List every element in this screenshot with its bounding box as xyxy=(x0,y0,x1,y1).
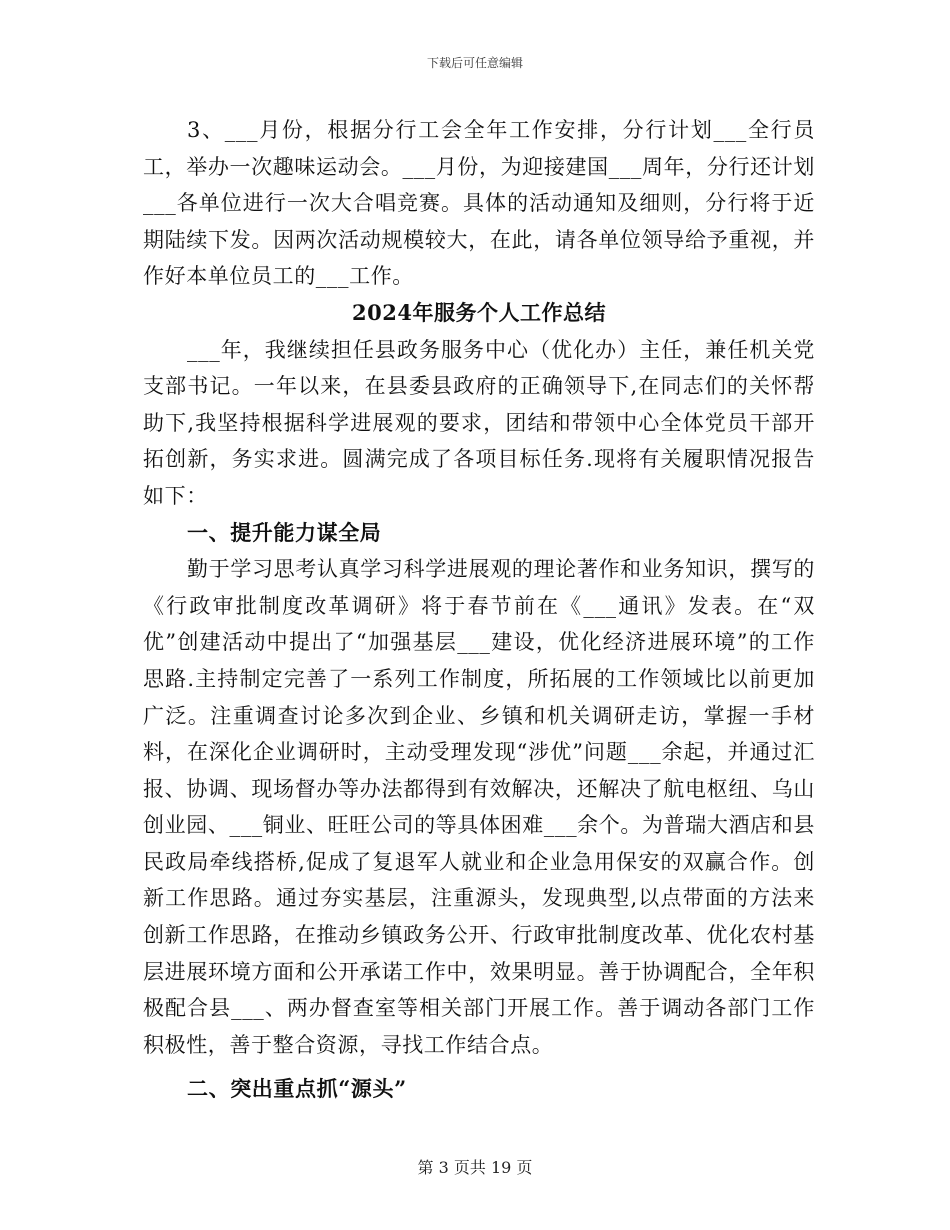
page-number: 第 3 页共 19 页 xyxy=(417,1158,533,1177)
opening-paragraph: ___年，我继续担任县政务服务中心（优化办）主任，兼任机关党支部书记。一年以来，在县委县政府的正确领导下,在同志们的关怀帮助下,我坚持根据科学进展观的要求，团结和带领中心全体党员干部开拓创新，务实求进。圆满完成了各项目标任务.现将有关履职情况报告如下： xyxy=(143,337,815,508)
section-paragraph-1: 勤于学习思考认真学习科学进展观的理论著作和业务知识，撰写的《行政审批制度改革调研》将于春节前在《___通讯》发表。在“双优”创建活动中提出了“加强基层___建设，优化经济进展环境”的工作思路.主持制定完善了一系列工作制度，所拓展的工作领域比以前更加广泛。注重调查讨论多次到企业、乡镇和机关调研走访，掌握一手材料，在深化企业调研时，主动受理发现“涉优”问题___余起，并通过汇报、协调、现场督办等办法都得到有效解决，还解决了航电枢纽、乌山创业园、___铜业、旺旺公司的等具体困难___余个。为普瑞大酒店和县民政局牵线搭桥,促成了复退军人就业和企业急用保安的双赢合作。创新工作思路。通过夯实基层，注重源头，发现典型,以点带面的方法来创新工作思路，在推动乡镇政务公开、行政审批制度改革、优化农村基层进展环境方面和公开承诺工作中，效果明显。善于协调配合，全年积极配合县___、两办督查室等相关部门开展工作。善于调动各部门工作积极性，善于整合资源，寻找工作结合点。 xyxy=(143,557,815,1057)
intro-paragraph: 3、___月份，根据分行工会全年工作安排，分行计划___全行员工，举办一次趣味运动会。___月份，为迎接建国___周年，分行还计划___各单位进行一次大合唱竞赛。具体的活动通知及细则，分行将于近期陆续下发。因两次活动规模较大，在此，请各单位领导给予重视，并作好本单位员工的___工作。 xyxy=(143,118,815,289)
section-heading-2: 二、突出重点抓“源头” xyxy=(187,1076,407,1102)
document-body xyxy=(143,112,815,1108)
document-title: 2024年服务个人工作总结 xyxy=(352,299,606,325)
page-header: 下载后可任意编辑 xyxy=(426,56,523,70)
section-heading-1: 一、提升能力谋全局 xyxy=(187,519,382,545)
